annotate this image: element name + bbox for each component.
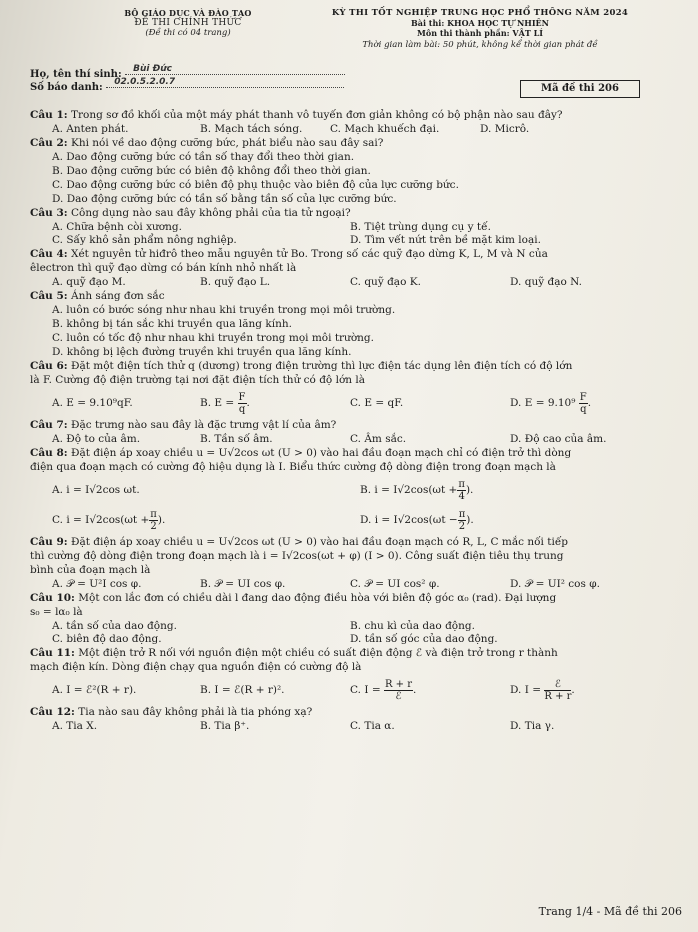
- option-c-tail: ).: [157, 514, 166, 526]
- fraction-denominator: 4: [458, 490, 465, 502]
- header-left: [88, 8, 288, 38]
- fraction-denominator: ℰ: [395, 690, 402, 702]
- options-10b: [30, 633, 684, 646]
- question-number: Câu 9:: [30, 536, 68, 548]
- option-d-tail: .: [587, 397, 592, 409]
- question-2: [30, 137, 684, 150]
- question-text: Khi nói về dao động cưỡng bức, phát biểu nào sau đây sai?: [70, 137, 384, 149]
- option-a: A. Dao động cưỡng bức có tần số thay đổi theo thời gian.: [52, 151, 355, 163]
- option-d: D. 𝒫 = UI² cos φ.: [510, 578, 600, 590]
- question-number: Câu 8:: [30, 447, 68, 459]
- question-9-cont: thì cường độ dòng điện trong đoạn mạch là i = I√2cos(ωt + φ) (I > 0). Công suất điện tiêu thụ trung: [30, 550, 564, 562]
- time-limit: Thời gian làm bài: 50 phút, không kể thời gian phát đề: [362, 40, 598, 50]
- option-c: C. Sấy khô sản phẩm nông nghiệp.: [52, 234, 237, 246]
- fraction-numerator: R + r: [384, 678, 413, 690]
- option-b: B. không bị tán sắc khi truyền qua lăng kính.: [52, 318, 292, 330]
- option-d: [510, 675, 575, 705]
- option-c-prefix: C. i = I√2cos(ωt +: [52, 514, 150, 526]
- question-number: Câu 2:: [30, 137, 68, 149]
- option-d: [360, 505, 474, 535]
- question-text: Một điện trở R nối với nguồn điện một chiều có suất điện động ℰ và điện trở trong r thành: [78, 647, 558, 659]
- question-11-cont: mạch điện kín. Dòng điện chạy qua nguồn điện có cường độ là: [30, 661, 362, 673]
- option-d: D. tần số góc của dao động.: [350, 633, 498, 645]
- question-3: [30, 207, 684, 220]
- candidate-id-field: [106, 77, 344, 88]
- option-a: A. E = 9.10⁹qF.: [52, 397, 133, 409]
- option-b: B. Dao động cưỡng bức có biên độ không đổi theo thời gian.: [52, 165, 371, 177]
- question-8: [30, 447, 684, 460]
- option-d: D. Tia γ.: [510, 720, 555, 732]
- question-number: Câu 5:: [30, 290, 68, 302]
- option-b-tail: .: [246, 397, 250, 409]
- option-d-prefix: D. i = I√2cos(ωt −: [360, 514, 458, 526]
- question-number: Câu 1:: [30, 109, 68, 121]
- option-d: D. Tìm vết nứt trên bề mặt kim loại.: [350, 234, 541, 246]
- fraction: [457, 479, 466, 502]
- options-1: [30, 123, 684, 136]
- question-text: Xét nguyên tử hiđrô theo mẫu nguyên tử Bo. Trong số các quỹ đạo dừng K, L, M và N của: [70, 248, 548, 260]
- option-a: A. Chữa bệnh còi xương.: [52, 221, 182, 233]
- option-b: [200, 388, 250, 418]
- option-c: C. quỹ đạo K.: [350, 276, 421, 288]
- option-c: C. Âm sắc.: [350, 433, 407, 445]
- question-6-cont: là F. Cường độ điện trường tại nơi đặt điện tích thử có độ lớn là: [30, 374, 365, 386]
- fraction: [238, 392, 247, 415]
- question-text: Đặt điện áp xoay chiều u = U√2cos ωt (U > 0) vào hai đầu đoạn mạch chỉ có điện trở thì dòng: [70, 447, 572, 459]
- option-b: B. 𝒫 = UI cos φ.: [200, 578, 286, 590]
- option-b: B. Mạch tách sóng.: [200, 123, 303, 135]
- question-9-cont2: bình của đoạn mạch là: [30, 564, 151, 576]
- option-d: D. Micrô.: [480, 123, 530, 135]
- options-3a: [30, 221, 684, 234]
- option-a: A. 𝒫 = U²I cos φ.: [52, 578, 142, 590]
- option-b: B. Tia β⁺.: [200, 720, 250, 732]
- options-4: [30, 276, 684, 289]
- question-1: [30, 109, 684, 122]
- option-b-prefix: B. i = I√2cos(ωt +: [360, 484, 458, 496]
- question-8-cont: điện qua đoạn mạch có cường độ hiệu dụng là I. Biểu thức cường độ dòng điện trong đoạn mạch là: [30, 461, 556, 473]
- options-8a: [30, 475, 684, 505]
- question-number: Câu 4:: [30, 248, 68, 260]
- fraction-denominator: 2: [150, 520, 157, 532]
- question-5: [30, 290, 684, 303]
- fraction: [149, 509, 158, 532]
- options-3b: [30, 234, 684, 247]
- fraction-denominator: R + r: [544, 690, 572, 702]
- header-right: [280, 8, 680, 50]
- fraction-numerator: π: [150, 508, 157, 520]
- subject-name: Môn thi thành phần: VẬT LÍ: [417, 28, 543, 38]
- option-c: C. E = qF.: [350, 397, 404, 409]
- question-text: Công dụng nào sau đây không phải của tia tử ngoại?: [70, 207, 351, 219]
- question-12: [30, 706, 684, 719]
- options-11: [30, 675, 684, 705]
- candidate-name-value: Bùi Đức: [133, 64, 172, 74]
- option-d-tail: .: [571, 684, 575, 696]
- fraction-denominator: q: [580, 403, 587, 415]
- option-b: B. Tiệt trùng dụng cụ y tế.: [350, 221, 491, 233]
- question-text: Ánh sáng đơn sắc: [70, 290, 165, 302]
- question-7: [30, 419, 684, 432]
- exam-header: [30, 8, 684, 66]
- options-12: [30, 720, 684, 733]
- option-b: [360, 475, 473, 505]
- option-a: A. Tia X.: [52, 720, 98, 732]
- option-c-tail: .: [413, 684, 417, 696]
- option-d: D. quỹ đạo N.: [510, 276, 582, 288]
- option-a: A. Độ to của âm.: [52, 433, 141, 445]
- question-text: Một con lắc đơn có chiều dài l đang dao động điều hòa với biên độ góc α₀ (rad). Đại lượng: [78, 592, 557, 604]
- question-number: Câu 7:: [30, 419, 68, 431]
- option-d-prefix: D. I =: [510, 684, 542, 696]
- fraction-denominator: q: [238, 403, 246, 415]
- option-c: C. Mạch khuếch đại.: [330, 123, 440, 135]
- fraction: [579, 392, 588, 415]
- question-text: Đặt điện áp xoay chiều u = U√2cos ωt (U > 0) vào hai đầu đoạn mạch có R, L, C mắc nối tiếp: [70, 536, 569, 548]
- question-4-cont: êlectron thì quỹ đạo dừng có bán kính nhỏ nhất là: [30, 262, 297, 274]
- option-c: C. luôn có tốc độ như nhau khi truyền trong mọi môi trường.: [52, 332, 374, 344]
- option-b: B. I = ℰ(R + r)².: [200, 684, 285, 696]
- option-c: C. Dao động cưỡng bức có biên độ phụ thuộc vào biên độ của lực cưỡng bức.: [52, 179, 459, 191]
- candidate-name-label: Họ, tên thí sinh:: [30, 69, 122, 80]
- question-number: Câu 11:: [30, 647, 75, 659]
- option-b: B. quỹ đạo L.: [200, 276, 271, 288]
- option-c: C. 𝒫 = UI cos² φ.: [350, 578, 440, 590]
- option-a: A. quỹ đạo M.: [52, 276, 126, 288]
- option-c: C. biên độ dao động.: [52, 633, 162, 645]
- options-9: [30, 578, 684, 591]
- question-10: [30, 592, 684, 605]
- option-c-prefix: C. I =: [350, 684, 381, 696]
- test-name: Bài thi: KHOA HỌC TỰ NHIÊN: [411, 18, 549, 28]
- options-7: [30, 433, 684, 446]
- exam-title: KỲ THI TỐT NGHIỆP TRUNG HỌC PHỔ THÔNG NĂM 2024: [331, 8, 629, 18]
- candidate-name-field: [125, 64, 345, 75]
- option-a: A. tần số của dao động.: [52, 620, 177, 632]
- question-11: [30, 647, 684, 660]
- candidate-id-label: Số báo danh:: [30, 82, 103, 93]
- fraction-numerator: F: [579, 391, 587, 403]
- question-text: Đặc trưng nào sau đây là đặc trưng vật lí của âm?: [70, 419, 337, 431]
- candidate-info: [30, 66, 684, 108]
- candidate-id-value: 02.0.5.2.0.7: [114, 77, 176, 87]
- option-d: [510, 388, 591, 418]
- options-6: [30, 388, 684, 418]
- question-number: Câu 12:: [30, 706, 75, 718]
- option-c: C. Tia α.: [350, 720, 395, 732]
- question-number: Câu 6:: [30, 360, 68, 372]
- question-9: [30, 536, 684, 549]
- option-b-tail: ).: [465, 484, 474, 496]
- ministry-name: BỘ GIÁO DỤC VÀ ĐÀO TẠO: [124, 8, 252, 18]
- fraction: [458, 509, 467, 532]
- exam-kind: ĐỀ THI CHÍNH THỨC: [134, 18, 242, 28]
- question-10-cont: s₀ = lα₀ là: [30, 606, 83, 618]
- option-b-prefix: B. E =: [200, 397, 235, 409]
- option-a: A. Anten phát.: [52, 123, 129, 135]
- question-text: Tia nào sau đây không phải là tia phóng xạ?: [78, 706, 313, 718]
- exam-code-box: Mã đề thi 206: [520, 80, 640, 98]
- question-text: Trong sơ đồ khối của một máy phát thanh vô tuyến đơn giản không có bộ phận nào sau đây?: [70, 109, 563, 121]
- option-d-tail: ).: [466, 514, 474, 526]
- fraction: [384, 679, 413, 702]
- option-d: D. Độ cao của âm.: [510, 433, 607, 445]
- question-text: Đặt một điện tích thử q (dương) trong điện trường thì lực điện tác dụng lên điện tích có độ lớn: [70, 360, 573, 372]
- options-8b: [30, 505, 684, 535]
- option-b: B. Tần số âm.: [200, 433, 273, 445]
- option-a: A. i = I√2cos ωt.: [52, 484, 140, 496]
- options-10a: [30, 620, 684, 633]
- option-a: A. luôn có bước sóng như nhau khi truyền trong mọi môi trường.: [52, 304, 396, 316]
- page-count: (Đề thi có 04 trang): [145, 28, 231, 38]
- question-number: Câu 10:: [30, 592, 75, 604]
- fraction-numerator: π: [458, 508, 466, 520]
- option-d: D. không bị lệch đường truyền khi truyền qua lăng kính.: [52, 346, 352, 358]
- option-d: D. Dao động cưỡng bức có tần số bằng tần số của lực cưỡng bức.: [52, 193, 397, 205]
- fraction-numerator: F: [238, 391, 246, 403]
- option-b: B. chu kì của dao động.: [350, 620, 475, 632]
- option-c: [350, 675, 416, 705]
- question-4: [30, 248, 684, 261]
- option-a: A. I = ℰ²(R + r).: [52, 684, 137, 696]
- fraction: [544, 679, 571, 702]
- option-c: [52, 505, 165, 535]
- option-d-prefix: D. E = 9.10⁹: [510, 397, 576, 409]
- fraction-denominator: 2: [458, 520, 466, 532]
- question-6: [30, 360, 684, 373]
- fraction-numerator: ℰ: [544, 679, 571, 691]
- question-number: Câu 3:: [30, 207, 68, 219]
- page-footer: Trang 1/4 - Mã đề thi 206: [538, 905, 682, 918]
- fraction-numerator: π: [458, 478, 465, 490]
